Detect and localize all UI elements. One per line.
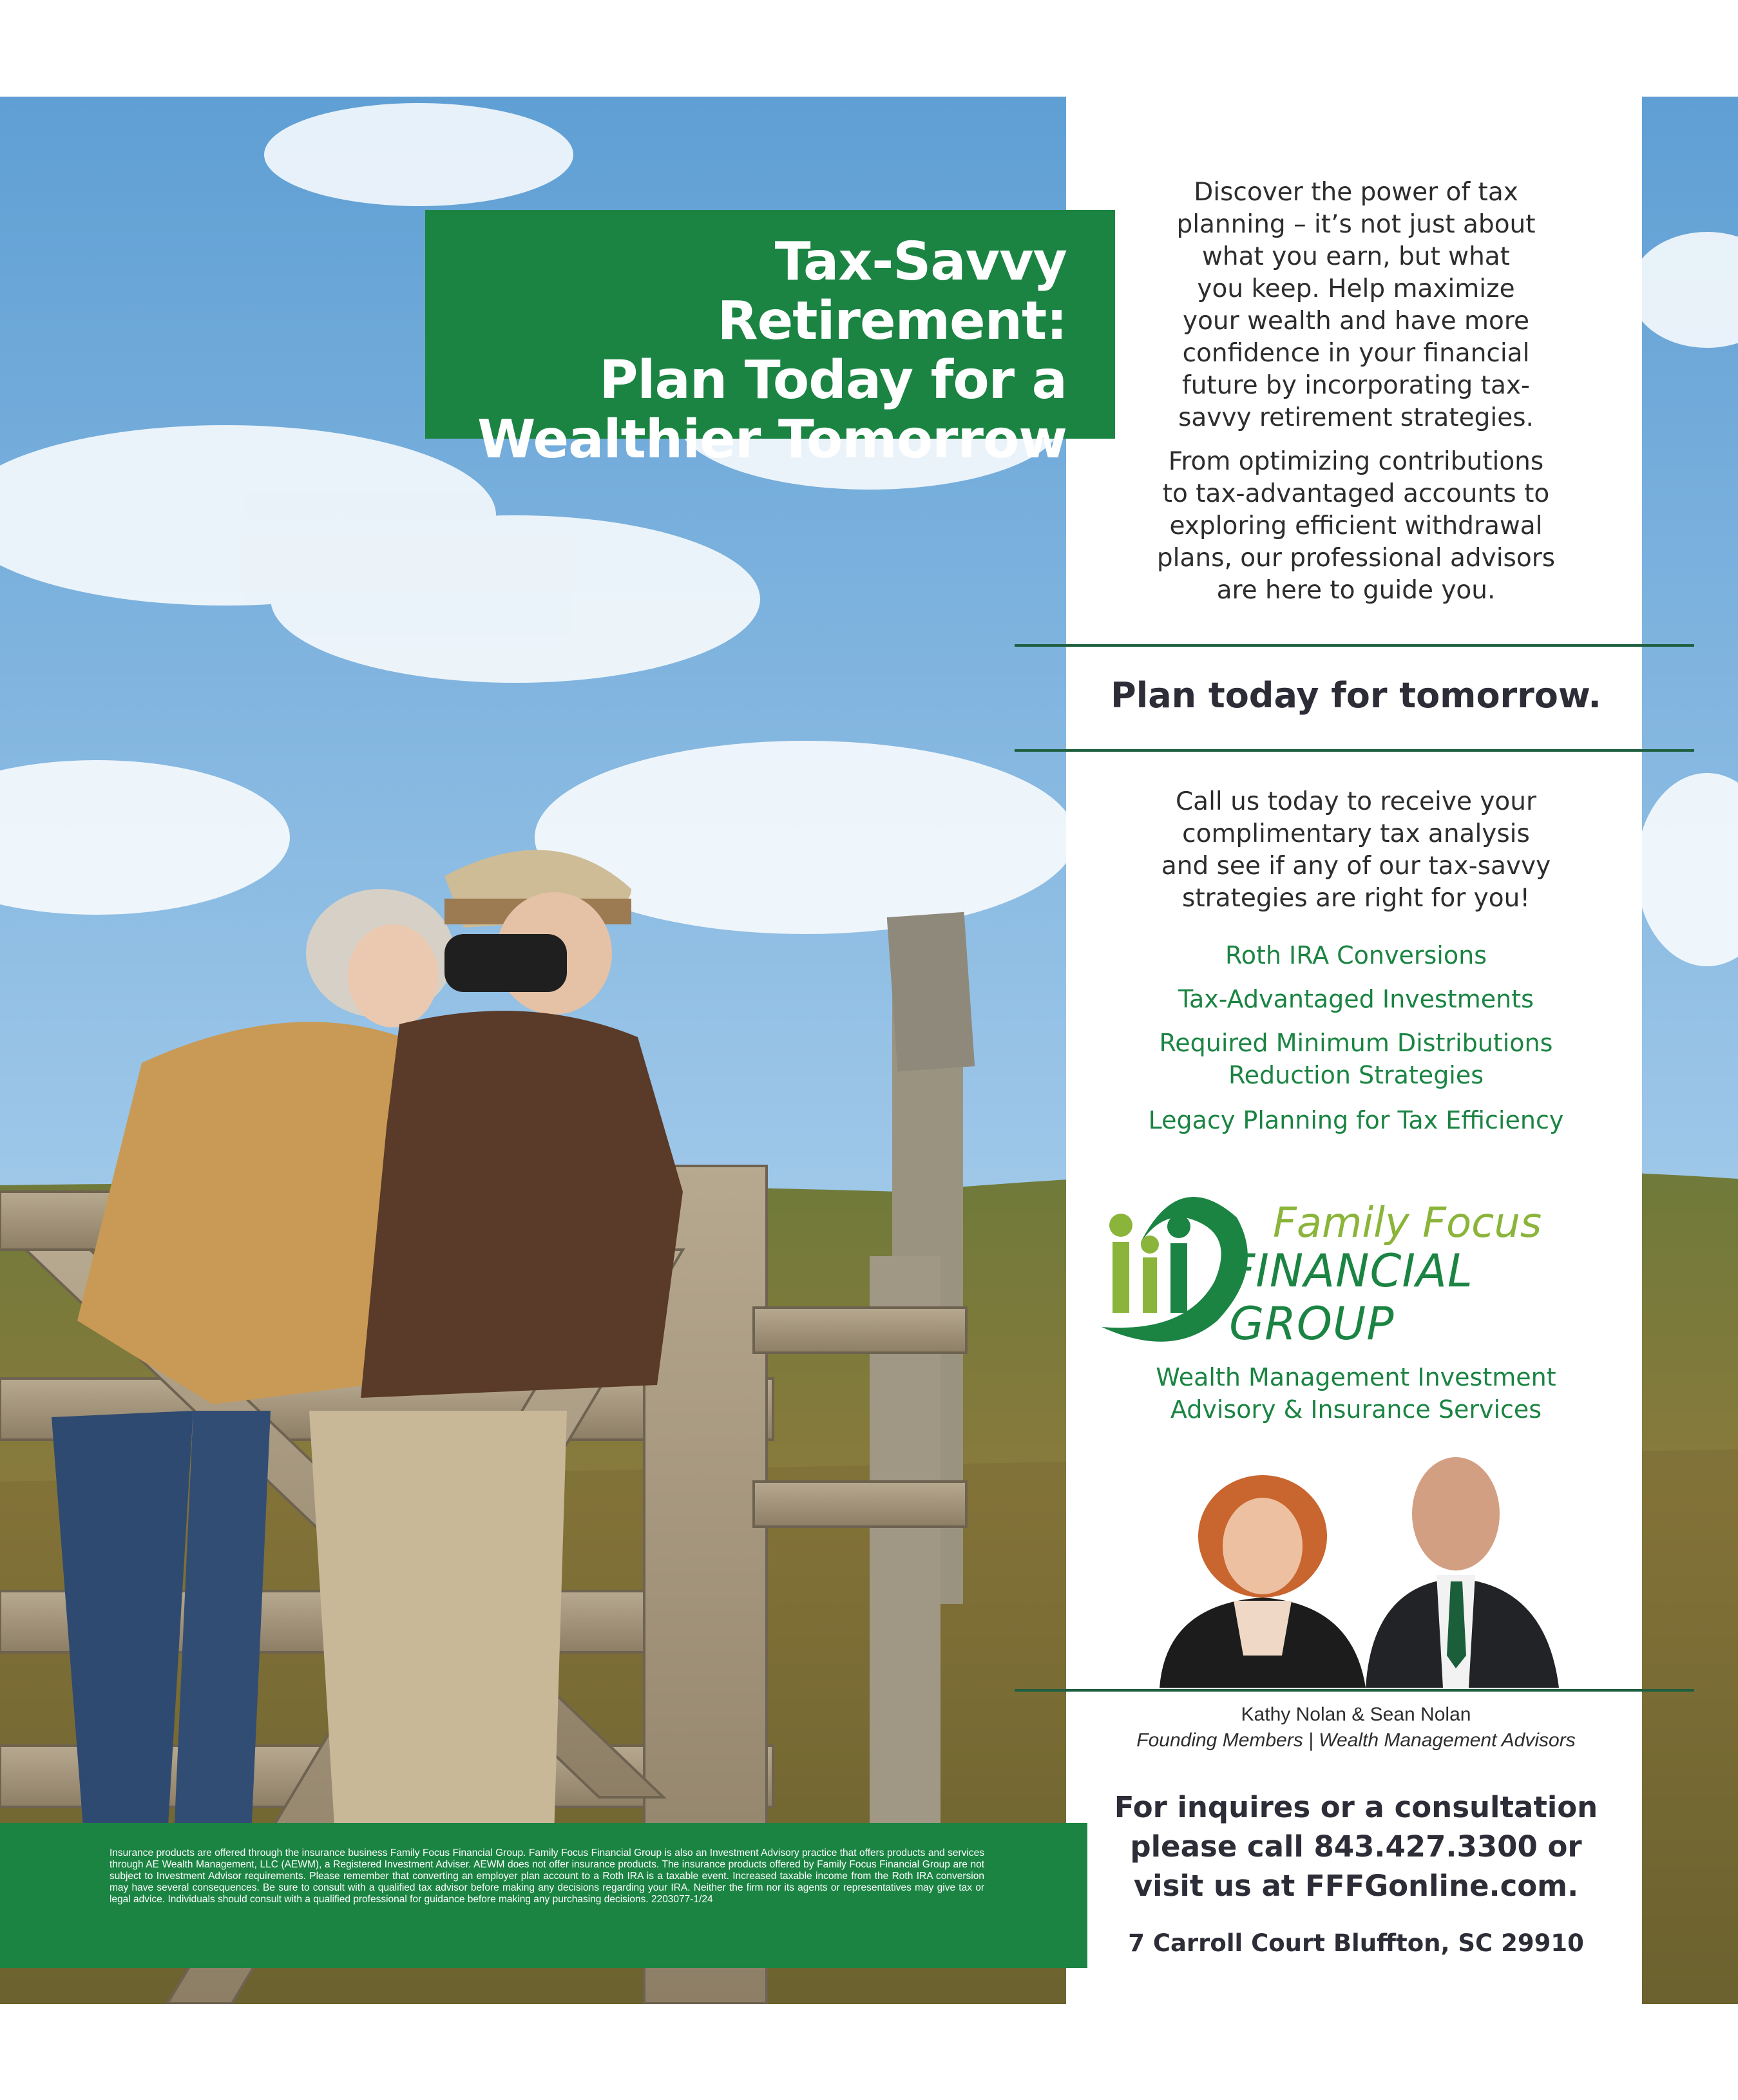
call-line: complimentary tax analysis: [1182, 819, 1530, 848]
call-line: and see if any of our tax-savvy: [1161, 852, 1551, 881]
intro-line: you keep. Help maximize: [1197, 274, 1515, 303]
firm-services-line: Wealth Management Investment: [1156, 1363, 1556, 1391]
firm-services-line: Advisory & Insurance Services: [1170, 1395, 1542, 1424]
contact-line: please call 843.427.3300 or: [1130, 1829, 1582, 1864]
intro-line: to tax-advantaged accounts to: [1162, 479, 1550, 508]
headline-box: [425, 210, 1115, 470]
intro-line: are here to guide you.: [1216, 576, 1496, 605]
intro-line: your wealth and have more: [1182, 307, 1529, 336]
intro-line: savvy retirement strategies.: [1178, 403, 1534, 432]
address: 7 Carroll Court Bluffton, SC 29910: [1128, 1929, 1584, 1957]
divider-advisors: [1015, 1689, 1694, 1692]
intro-line: exploring efficient withdrawal: [1169, 511, 1543, 540]
call-line: Call us today to receive your: [1175, 787, 1537, 816]
service-tax-advantaged: Tax-Advantaged Investments: [1178, 985, 1534, 1013]
intro-line: Discover the power of tax: [1194, 178, 1518, 207]
divider-top: [1015, 644, 1694, 647]
intro-paragraph-2: [1095, 446, 1617, 607]
service-rmd-line-2: Reduction Strategies: [1228, 1061, 1484, 1089]
service-legacy: Legacy Planning for Tax Efficiency: [1148, 1106, 1564, 1134]
advisor-roles: Founding Members | Wealth Management Advisors: [1136, 1730, 1576, 1751]
headline-line-1: Tax-Savvy Retirement:: [717, 231, 1067, 352]
intro-paragraph-1: [1095, 177, 1617, 434]
service-rmd-line-1: Required Minimum Distributions: [1159, 1029, 1553, 1057]
service-roth-ira: Roth IRA Conversions: [1225, 941, 1487, 969]
tagline: Plan today for tomorrow.: [1111, 675, 1601, 716]
logo-financial-group: FINANCIAL GROUP: [1229, 1245, 1473, 1350]
service-rmd: [1095, 1027, 1617, 1091]
logo-family-focus: Family Focus: [1273, 1199, 1542, 1247]
intro-line: future by incorporating tax-: [1181, 371, 1531, 400]
intro-line: From optimizing contributions: [1168, 447, 1544, 476]
divider-bottom: [1015, 749, 1694, 752]
advertisement: [0, 97, 1738, 2004]
firm-services: [1095, 1361, 1617, 1426]
call-to-action: [1095, 786, 1617, 915]
intro-line: planning – it’s not just about: [1176, 210, 1536, 239]
advisor-names: Kathy Nolan & Sean Nolan: [1241, 1704, 1471, 1725]
intro-line: what you earn, but what: [1202, 242, 1510, 271]
headline-line-2: Plan Today for a: [599, 350, 1067, 411]
disclaimer: Insurance products are offered through the insurance business Family Focus Financial Group. Family Focus Financial Group is also an Investment Advisory practice that offers products and services through AE Wealth Management, LLC (AEWM), a Registered Investment Adviser. AEWM does not offer insurance products. The insurance products offered by Family Focus Financial Group are not subject to Investment Advisor requirements. Please remember that converting an employer plan account to a Roth IRA is a taxable event. Increased taxable income from the Roth IRA conversion may have several consequences. Be sure to consult with a qualified tax advisor before making any decisions regarding your IRA. Neither the firm nor its agents or representatives may give tax or legal advice. Individuals should consult with a qualified professional for guidance before making any purchasing decisions. 2203077-1/24: [0, 1823, 1087, 1968]
contact-line: visit us at FFFGonline.com.: [1133, 1869, 1579, 1903]
headline-line-3: Wealthier Tomorrow: [477, 409, 1067, 470]
call-line: strategies are right for you!: [1182, 884, 1530, 913]
intro-line: confidence in your financial: [1182, 339, 1530, 368]
advisors-photo: [1153, 1443, 1565, 1688]
family-focus-logo: [1089, 1172, 1636, 1353]
contact-line: For inquires or a consultation: [1114, 1790, 1598, 1824]
contact-info: [1082, 1788, 1630, 1905]
intro-line: plans, our professional advisors: [1156, 544, 1556, 573]
